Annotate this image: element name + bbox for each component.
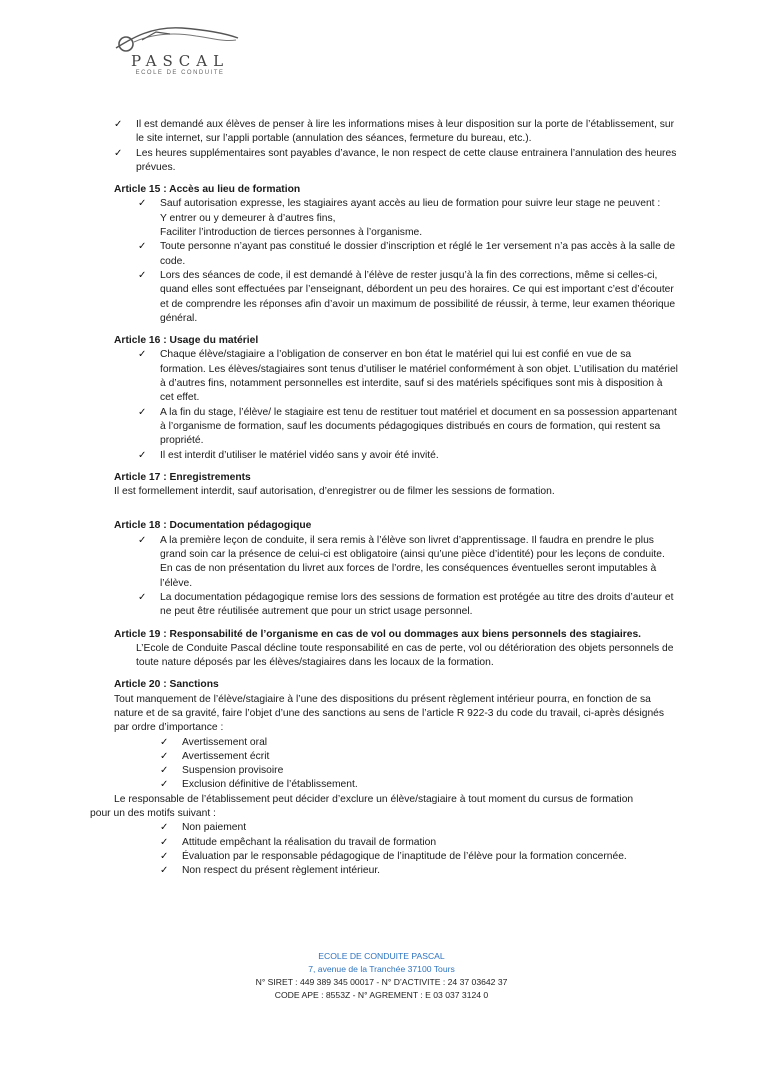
- motif-item: [160, 821, 763, 835]
- intro-item: [114, 147, 684, 176]
- sanction-label: Suspension provisoire: [182, 765, 284, 777]
- motif-item: [160, 850, 763, 864]
- exclusion-line-2: pour un des motifs suivant :: [90, 808, 216, 820]
- sanction-item: [160, 736, 763, 750]
- article-19-text: L’Ecole de Conduite Pascal décline toute responsabilité en cas de perte, vol ou détérioration des objets personnels de toute nature déposés par les élèves/stagiaires dans les locaux de la formation.: [136, 642, 674, 669]
- list-item: [138, 406, 678, 449]
- article-20-text: Tout manquement de l’élève/stagiaire à l’une des dispositions du présent règlement intérieur pourra, en fonction de sa nature et de sa gravité, faire l’objet d’une des sanctions au sens de l’article R 922-3 du code du travail, ci-après désignés par ordre d’importance :: [114, 693, 665, 734]
- article-15-item-2: Toute personne n’ayant pas constitué le dossier d’inscription et réglé le 1er versement n’a pas accès à la salle de code.: [160, 241, 676, 267]
- check-icon: ✓: [138, 241, 147, 253]
- article-15-item-1-line-3: Faciliter l’introduction de tierces personnes à l’organisme.: [160, 227, 423, 239]
- article-16-item-3: Il est interdit d’utiliser le matériel vidéo sans y avoir été invité.: [160, 449, 439, 461]
- check-icon: ✓: [138, 591, 147, 603]
- check-icon: ✓: [138, 269, 147, 281]
- footer-address: 7, avenue de la Tranchée 37100 Tours: [308, 964, 455, 974]
- logo-brand: PASCAL: [130, 52, 230, 70]
- sanction-label: Exclusion définitive de l’établissement.: [182, 779, 358, 791]
- motorcycle-icon: [112, 20, 242, 54]
- check-icon: ✓: [160, 750, 169, 762]
- check-icon: ✓: [160, 836, 169, 848]
- list-item: [138, 240, 678, 269]
- article-19-title: Article 19 : Responsabilité de l’organisme en cas de vol ou dommages aux biens personnels des stagiaires.: [114, 628, 642, 640]
- check-icon: ✓: [160, 736, 169, 748]
- motif-label: Non respect du présent règlement intérieur.: [182, 865, 381, 877]
- sanction-item: [160, 778, 763, 792]
- check-icon: ✓: [138, 349, 147, 361]
- footer-siret: N° SIRET : 449 389 345 00017 - N° D’ACTIVITE : 24 37 03642 37: [255, 977, 508, 987]
- sanction-item: [160, 750, 763, 764]
- check-icon: ✓: [160, 865, 169, 877]
- list-item: [138, 197, 678, 240]
- footer-school-name: ECOLE DE CONDUITE PASCAL: [318, 951, 445, 961]
- page-footer: [0, 950, 763, 1002]
- document-body: [0, 118, 763, 879]
- logo-subtitle: ECOLE DE CONDUITE: [135, 70, 225, 76]
- article-15-title: Article 15 : Accès au lieu de formation: [114, 184, 301, 196]
- article-17-text: Il est formellement interdit, sauf autorisation, d’enregistrer ou de filmer les sessions de formation.: [114, 486, 555, 498]
- check-icon: ✓: [160, 765, 169, 777]
- article-16-item-2: A la fin du stage, l’élève/ le stagiaire est tenu de restituer tout matériel et document en sa possession appartenant à l’organisme de formation, sauf les documents pédagogiques distribués en cours de formation, qui restent sa propriété.: [160, 406, 677, 447]
- article-18-item-1: A la première leçon de conduite, il sera remis à l’élève son livret d’apprentissage. Il faudra en prendre le plus grand soin car la présence de celui-ci est obligatoire (ainsi qu’une pièce d’identité) pour les leçons de conduite. En cas de non présentation du livret aux forces de l’ordre, les conséquences éventuelles seront imputables à l’élève.: [160, 534, 665, 589]
- check-icon: ✓: [160, 850, 169, 862]
- article-15-item-1-line-2: Y entrer ou y demeurer à d’autres fins,: [160, 212, 336, 224]
- check-icon: ✓: [138, 198, 147, 210]
- motif-item: [160, 864, 763, 878]
- list-item: [138, 591, 678, 620]
- check-icon: ✓: [138, 534, 147, 546]
- article-17-title: Article 17 : Enregistrements: [114, 471, 251, 483]
- article-20-title: Article 20 : Sanctions: [114, 679, 219, 691]
- article-16-item-1: Chaque élève/stagiaire a l’obligation de conserver en bon état le matériel qui lui est confié en vue de sa formation. Les élèves/stagiaires sont tenus d’utiliser le matériel conformément à son objet. L’utilisation du matériel à d’autres fins, notamment personnelles est interdite, sauf si des matériels spécifiques sont mis à disposition à cet effet.: [160, 349, 678, 404]
- list-item: [138, 269, 678, 326]
- check-icon: ✓: [160, 779, 169, 791]
- check-icon: ✓: [138, 449, 147, 461]
- motif-item: [160, 836, 763, 850]
- list-item: [138, 348, 678, 405]
- sanction-label: Avertissement écrit: [182, 750, 270, 762]
- motif-label: Attitude empêchant la réalisation du travail de formation: [182, 836, 437, 848]
- article-15-item-1: Sauf autorisation expresse, les stagiaires ayant accès au lieu de formation pour suivre leur stage ne peuvent :: [160, 198, 661, 210]
- list-item: [138, 534, 678, 591]
- footer-ape: CODE APE : 8553Z - N° AGREMENT : E 03 037 3124 0: [274, 990, 489, 1000]
- exclusion-line-1: Le responsable de l’établissement peut décider d’exclure un élève/stagiaire à tout moment du cursus de formation: [114, 793, 634, 805]
- article-18-title: Article 18 : Documentation pédagogique: [114, 520, 312, 532]
- check-icon: ✓: [160, 822, 169, 834]
- list-item: [138, 449, 678, 463]
- check-icon: ✓: [114, 147, 123, 159]
- motif-label: Non paiement: [182, 822, 247, 834]
- intro-text-1: Il est demandé aux élèves de penser à lire les informations mises à leur disposition sur la porte de l’établissement, sur le site internet, sur l’appli portable (annulation des séances, fermeture du bureau, etc.).: [136, 119, 674, 145]
- sanction-item: [160, 764, 763, 778]
- motif-label: Évaluation par le responsable pédagogique de l’inaptitude de l’élève pour la formation concernée.: [182, 850, 627, 862]
- article-16-title: Article 16 : Usage du matériel: [114, 335, 259, 347]
- school-logo: [112, 20, 242, 84]
- intro-text-2: Les heures supplémentaires sont payables d’avance, le non respect de cette clause entrainera l’annulation des heures prévues.: [136, 147, 677, 173]
- check-icon: ✓: [114, 119, 123, 130]
- article-15-item-3: Lors des séances de code, il est demandé à l’élève de rester jusqu’à la fin des corrections, même si celles-ci, quand elles sont effectuées par l’enseignant, débordent un peu des horaires. Ce qui est important c’est d’écouter et de comprendre les réponses afin d’avoir un maximum de possibilité de réussir, à terme, leur examen théorique général.: [160, 269, 676, 324]
- intro-item: [114, 118, 684, 147]
- article-18-item-2: La documentation pédagogique remise lors des sessions de formation est protégée au titre des droits d’auteur et ne peut être réutilisée autrement que pour un strict usage personnel.: [160, 591, 674, 618]
- sanction-label: Avertissement oral: [182, 736, 268, 748]
- check-icon: ✓: [138, 406, 147, 418]
